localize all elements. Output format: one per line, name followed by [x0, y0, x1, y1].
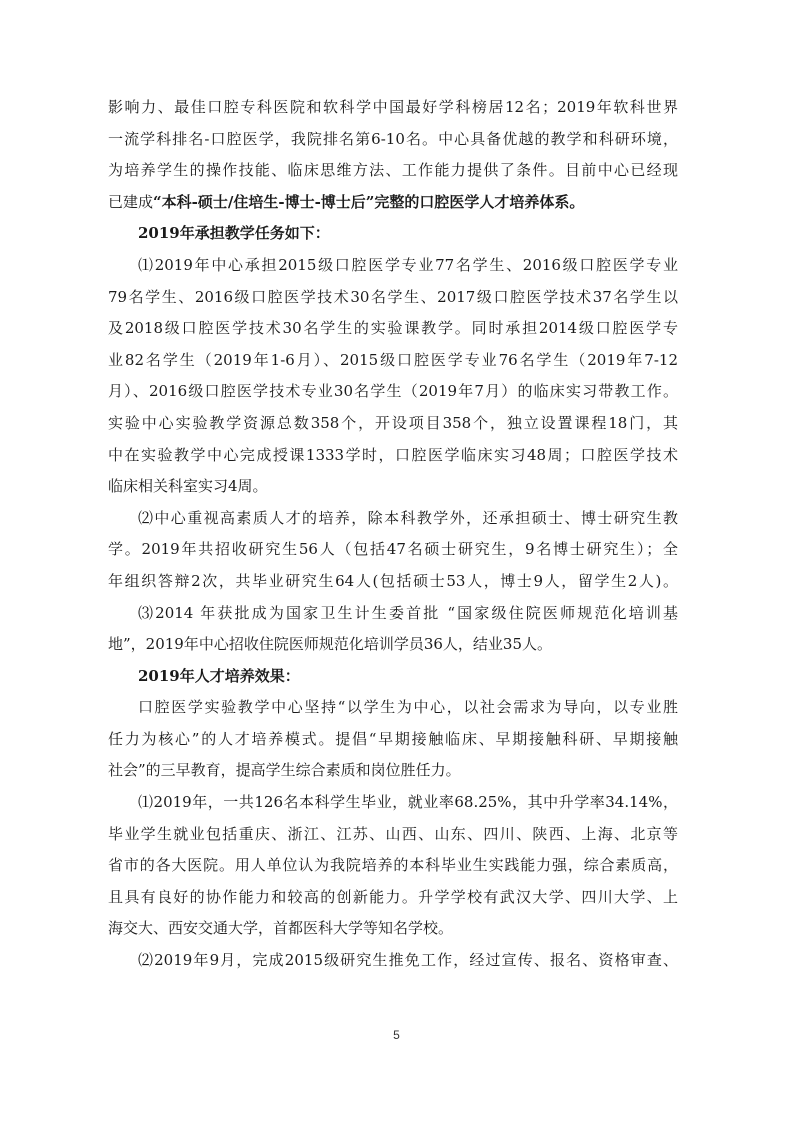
text-line: 且具有良好的协作能力和较高的创新能力。升学学校有武汉大学、四川大学、上	[108, 887, 678, 906]
text-line: 学。2019年共招收研究生56人（包括47名硕士研究生，9名博士研究生）；全	[108, 540, 678, 559]
text-line: 及2018级口腔医学技术30名学生的实验课教学。同时承担2014级口腔医学专	[108, 319, 678, 338]
section-heading: 2019年人才培养效果：	[138, 666, 300, 685]
text-line: ⑵中心重视高素质人才的培养，除本科教学外，还承担硕士、博士研究生教	[138, 508, 678, 527]
text-line: ⑵2019年9月，完成2015级研究生推免工作，经过宣传、报名、资格审查、	[138, 951, 678, 970]
text-line	[108, 187, 678, 219]
body-text	[108, 92, 678, 977]
text-line: 月）、2016级口腔医学技术专业30名学生（2019年7月）的临床实习带教工作。	[108, 382, 678, 401]
text-line: 影响力、最佳口腔专科医院和软科学中国最好学科榜居12名；2019年软科世界	[108, 98, 678, 116]
text-line: 79名学生、2016级口腔医学技术30名学生、2017级口腔医学技术37名学生以	[108, 287, 678, 306]
text-line: 一流学科排名-口腔医学，我院排名第6-10名。中心具备优越的教学和科研环境，	[108, 129, 678, 148]
text-line: 年组织答辩2次，共毕业研究生64人(包括硕士53人，博士9人，留学生2人)。	[108, 571, 678, 590]
text-line: 社会”的三早教育，提高学生综合素质和岗位胜任力。	[108, 761, 461, 780]
text-line: 地”，2019年中心招收住院医师规范化培训学员36人，结业35人。	[108, 635, 553, 654]
text-line: ⑶2014 年获批成为国家卫生计生委首批 “国家级住院医师规范化培训基	[138, 603, 678, 622]
text-line: 为培养学生的操作技能、临床思维方法、工作能力提供了条件。目前中心已经现	[108, 161, 678, 180]
text-line: 业82名学生（2019年1-6月）、2015级口腔医学专业76名学生（2019年7-12	[108, 350, 678, 369]
text-line: 临床相关科室实习4周。	[108, 477, 268, 496]
page-number: 5	[393, 1028, 400, 1042]
text-line: ⑴2019年中心承担2015级口腔医学专业77名学生、2016级口腔医学专业	[138, 255, 678, 274]
text-line: 海交大、西安交通大学，首都医科大学等知名学校。	[108, 919, 454, 938]
text-segment: 已建成	[108, 192, 154, 211]
emphasis-text: “本科-硕士/住培生-博士-博士后”完整的口腔医学人才培养体系。	[153, 192, 585, 211]
text-line: 实验中心实验教学资源总数358个，开设项目358个，独立设置课程18门，其	[108, 413, 678, 432]
text-line: 省市的各大医院。用人单位认为我院培养的本科毕业生实践能力强，综合素质高，	[108, 856, 678, 875]
text-line: 中在实验教学中心完成授课1333学时，口腔医学临床实习48周；口腔医学技术	[108, 445, 678, 464]
text-line: 口腔医学实验教学中心坚持“以学生为中心，以社会需求为导向，以专业胜	[138, 698, 678, 717]
text-line: 毕业学生就业包括重庆、浙江、江苏、山西、山东、四川、陕西、上海、北京等	[108, 824, 678, 843]
text-line: 任力为核心”的人才培养模式。提倡“早期接触临床、早期接触科研、早期接触	[108, 729, 678, 748]
section-heading: 2019年承担教学任务如下：	[138, 224, 330, 243]
text-line: ⑴2019年，一共126名本科学生毕业，就业率68.25%，其中升学率34.14%，	[138, 793, 678, 812]
